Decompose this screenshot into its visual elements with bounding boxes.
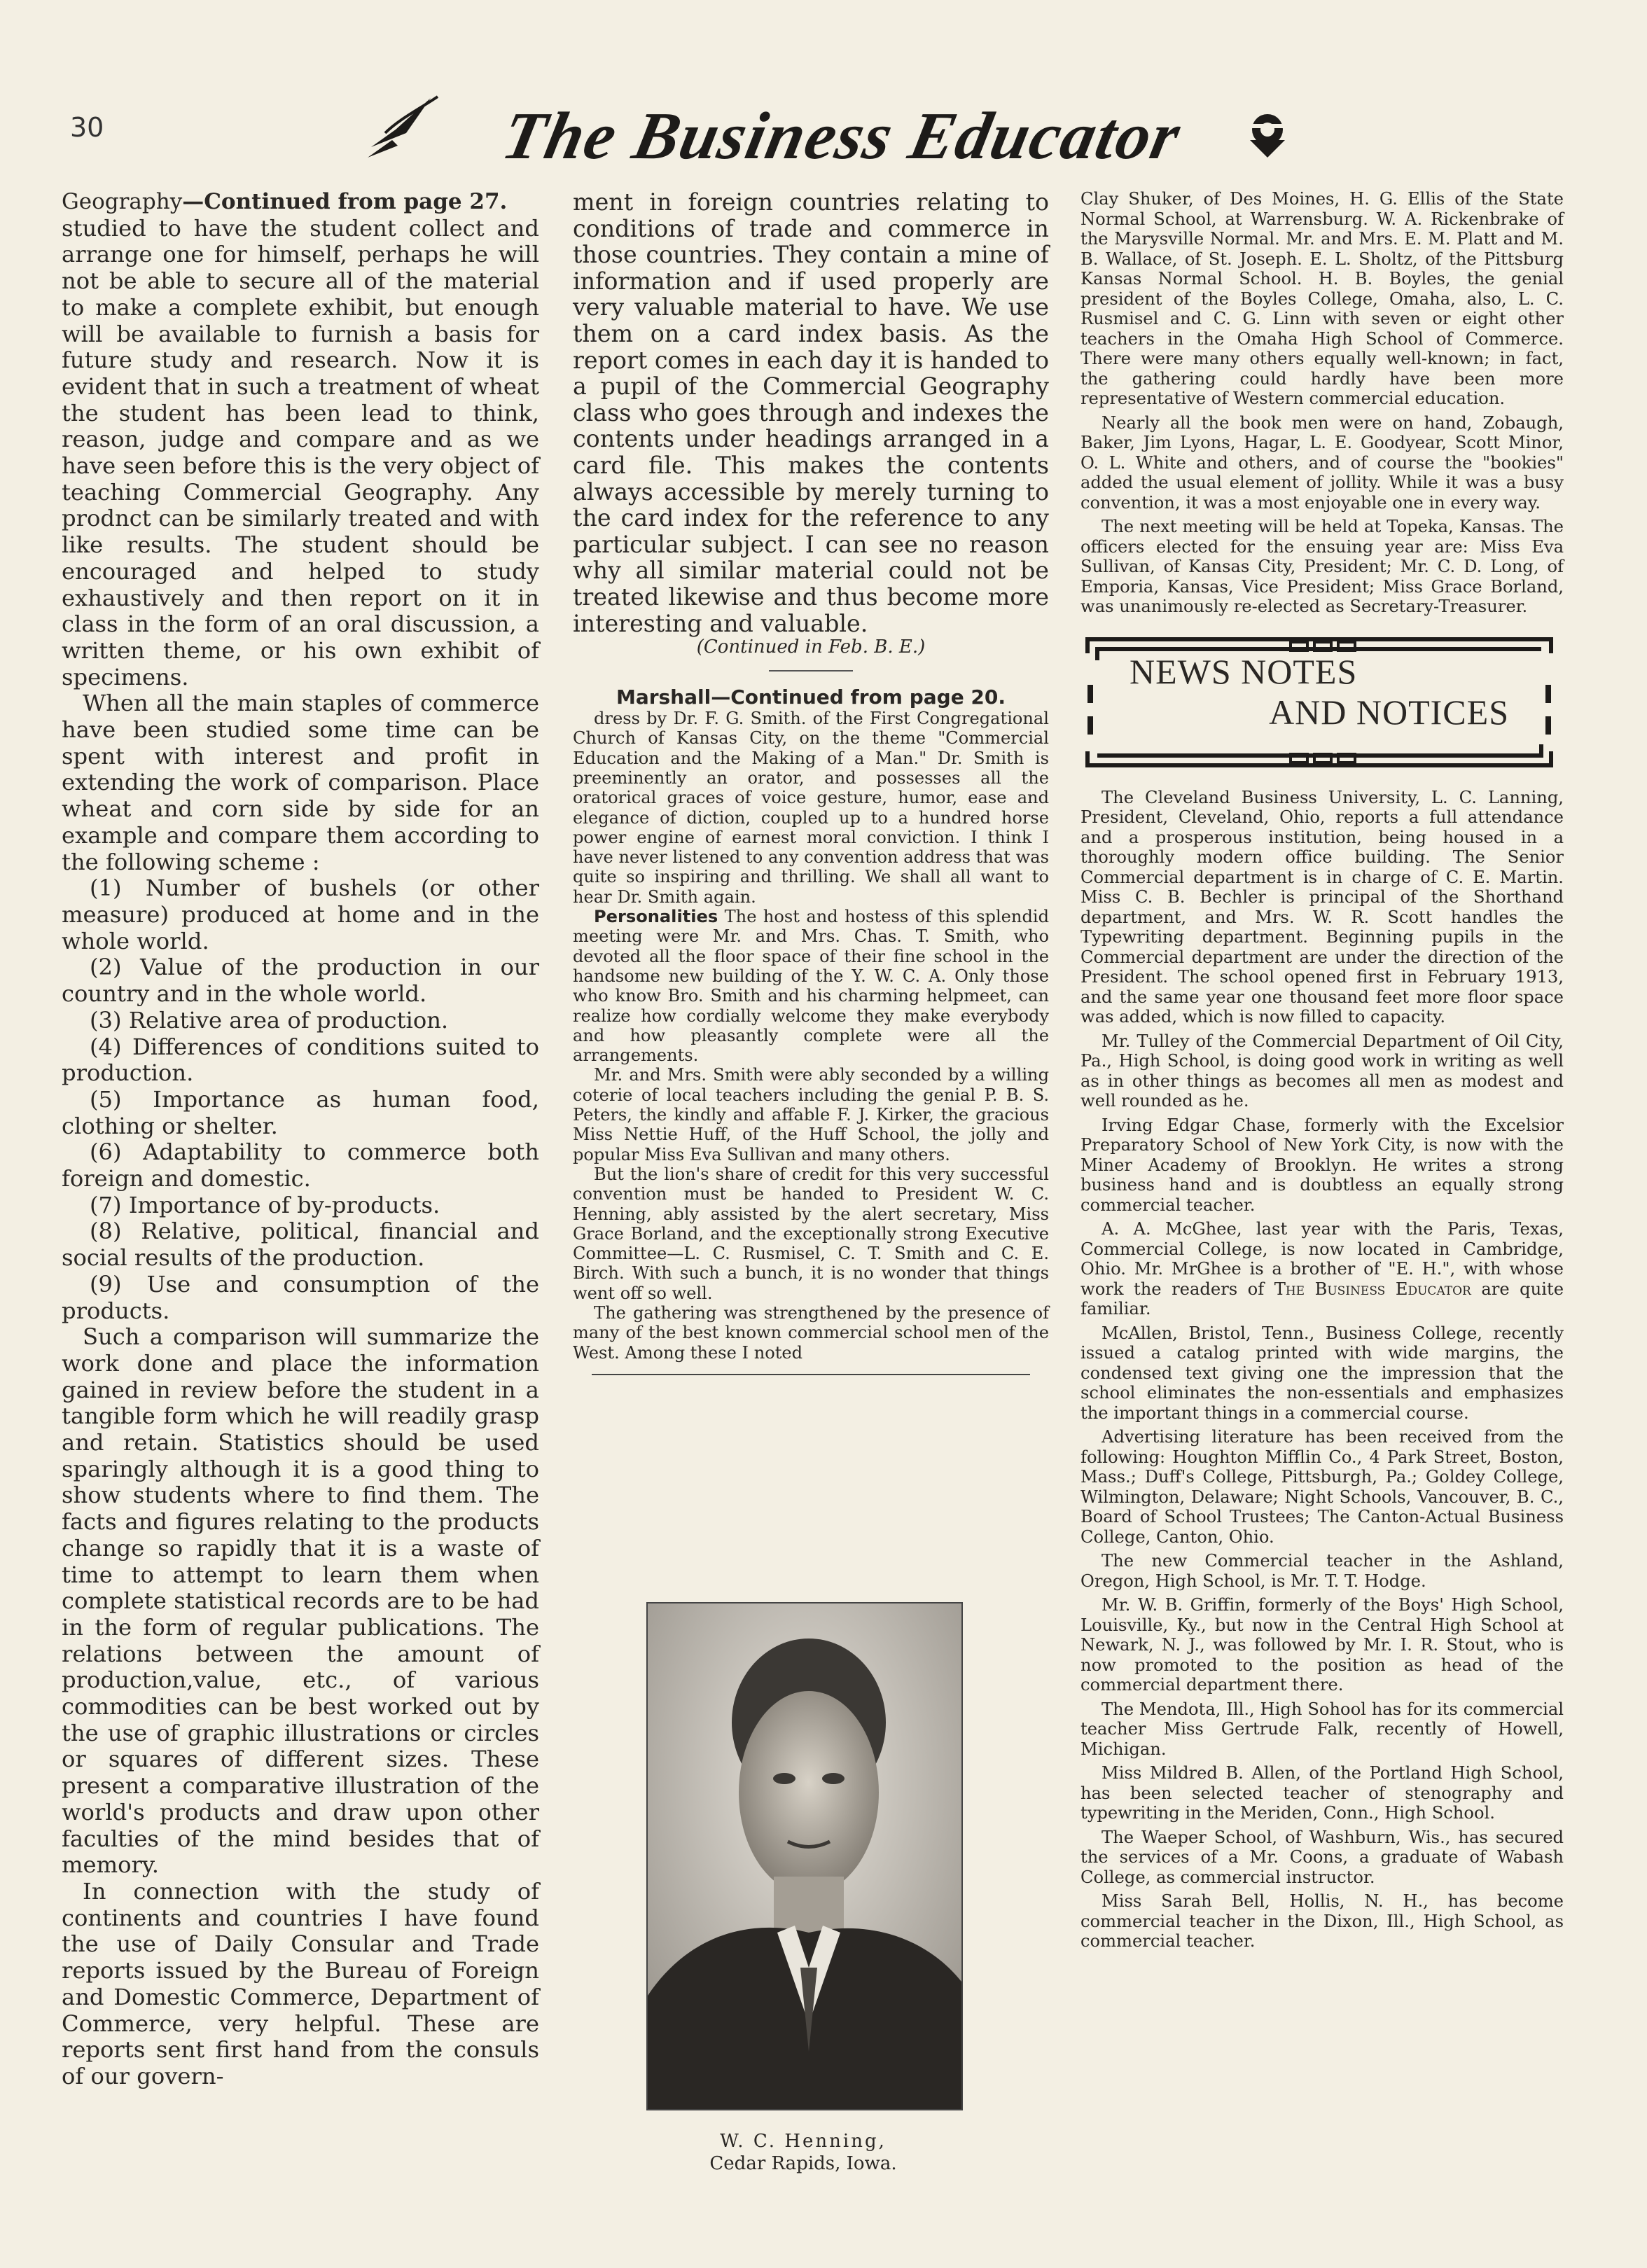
masthead-title: The Business Educator <box>496 98 1188 173</box>
ornament-icon <box>1239 109 1295 161</box>
geography-heading-title: Geography <box>62 189 183 214</box>
news-item: Advertising literature has been received from the following: Houghton Mifflin Co., 4 Park Street, Boston, Mass.; Duff's College, Pittsburgh, Pa.; Goldey College, Wilmington, Delaware; Night Schools, Vancouver, B. C., Board of School Trustees; The Canton-Actual Business College, Canton, Ohio. <box>1080 1427 1564 1547</box>
paragraph: When all the main staples of commerce have been studied some time can be spent with interest and profit in extending the work of comparison. Place wheat and corn side by side for an example and compare them according to the following scheme : <box>62 690 539 875</box>
column-geography <box>62 189 539 2090</box>
list-item: (4) Differences of conditions suited to production. <box>62 1033 539 1087</box>
news-item: Irving Edgar Chase, formerly with the Excelsior Preparatory School of New York City, is now with the Miner Academy of Brooklyn. He writes a strong business hand and is doubtless an equally strong commercial teacher. <box>1080 1115 1564 1215</box>
news-item: Mr. Tulley of the Commercial Department of Oil City, Pa., High School, is doing good work in writing as well as in other things as becomes all men as modest and well rounded as he. <box>1080 1031 1564 1111</box>
caption-name: W. C. Henning, <box>720 2131 887 2152</box>
news-item: The Cleveland Business University, L. C. Lanning, President, Cleveland, Ohio, reports a full attendance and a prosperous institution, being housed in a thoroughly modern office building. The Senior Commercial department is in charge of C. E. Martin. Miss C. B. Bechler is principal of the Shorthand department, and Mrs. W. R. Scott handles the Typewriting department. Beginning pupils in the Commercial department are under the direction of the President. The school opened first in February 1913, and the same year one thousand feet more floor space was added, which is now filled to capacity. <box>1080 787 1564 1027</box>
marshall-heading: Marshall—Continued from page 20. <box>616 686 1006 709</box>
news-item-text: A. A. McGhee, last year with the Paris, Texas, Commercial College, is now located in Cambridge, Ohio. Mr. MrGhee is a brother of "E. H.", with whose work the readers of <box>1080 1219 1564 1299</box>
list-item: (3) Relative area of production. <box>90 1006 449 1034</box>
paragraph: But the lion's share of credit for this very successful convention must be handed to President W. C. Henning, ably assisted by the alert secretary, Miss Grace Borland, and the exceptionally strong Executive Committee—L. C. Rusmisel, C. T. Smith and C. E. Birch. With such a bunch, it is no wonder that things went off so well. <box>573 1164 1049 1303</box>
divider <box>769 670 853 672</box>
list-item: (2) Value of the production in our country and in the whole world. <box>62 954 539 1008</box>
banner-title-line1: NEWS NOTES <box>1130 651 1358 691</box>
paragraph: ment in foreign countries relating to conditions of trade and commerce in those countries. They contain a mine of information and if used properly are very valuable material to have. We use them on a card index basis. As the report comes in each day it is handed to a pupil of the Commercial Geography class who goes through and indexes the contents under headings arranged in a card file. This makes the contents always accessible by merely turning to the card index for the reference to any particular subject. I can see no reason why all similar material could not be treated likewise and thus become more interesting and valuable. <box>573 188 1050 637</box>
continued-note: (Continued in Feb. B. E.) <box>696 636 926 658</box>
marshall-article <box>573 709 1049 1375</box>
paragraph-text: The host and hostess of this splendid meeting were Mr. and Mrs. Chas. T. Smith, who devoted all the floor space of their fine school in the handsome new building of the Y. W. C. A. Only those who know Bro. Smith and his charming helpmeet, can realize how cordially welcome they make everybody and how pleasantly complete were all the arrangements. <box>573 907 1049 1066</box>
caption-place: Cedar Rapids, Iowa. <box>709 2153 897 2174</box>
paragraph: studied to have the student collect and arrange one for himself, perhaps he will not be able to secure all of the material to make a complete exhibit, but enough will be available to furnish a basis for future study and research. Now it is evident that in such a treatment of wheat the student has been lead to think, reason, judge and compare and as we have seen before this is the very object of teaching Commercial Geography. Any prodnct can be similarly treated and with like results. The student should be encouraged and helped to study exhaustively and then report on it in class in the form of an oral discussion, a written theme, or his own exhibit of specimens. <box>62 214 539 690</box>
personalities-runin: Personalities <box>594 907 718 927</box>
list-item: (7) Importance of by-products. <box>90 1191 440 1218</box>
portrait-photo <box>646 1602 963 2110</box>
news-item: McAllen, Bristol, Tenn., Business College, recently issued a catalog printed with wide margins, the condensed text giving one the impression that the school eliminates the non-essentials and emphasizes the important things in a commercial course. <box>1080 1323 1564 1423</box>
quill-icon <box>364 91 441 161</box>
banner-title-line2: AND NOTICES <box>1269 692 1509 732</box>
news-item: Mr. W. B. Griffin, formerly of the Boys' High School, Louisville, Ky., but now in the Central High School at Newark, N. J., was followed by Mr. I. R. Stout, who is now promoted to the position as head of the commercial department there. <box>1080 1595 1564 1695</box>
news-item: The Mendota, Ill., High Sohool has for its commercial teacher Miss Gertrude Falk, recently of Howell, Michigan. <box>1080 1699 1564 1759</box>
news-item: Miss Mildred B. Allen, of the Portland High School, has been selected teacher of stenography and typewriting in the Meriden, Conn., High School. <box>1080 1763 1564 1823</box>
masthead <box>364 84 1302 182</box>
geography-heading-continued: —Continued from page 27. <box>182 189 508 214</box>
paragraph: In connection with the study of continents and countries I have found the use of Daily Consular and Trade reports issued by the Bureau of Foreign and Domestic Commerce, Department of Commerce, very helpful. These are reports sent first hand from the consuls of our govern- <box>62 1878 539 2089</box>
paragraph: The gathering was strengthened by the presence of many of the best known commercial school men of the West. Among these I noted <box>573 1303 1049 1363</box>
column-middle <box>573 189 1049 1375</box>
divider <box>592 1374 1030 1375</box>
magazine-name: The Business Educator <box>1274 1279 1471 1299</box>
page-number: 30 <box>70 112 104 143</box>
list-item: (6) Adaptability to commerce both foreign and domestic. <box>62 1139 539 1192</box>
paragraph: Clay Shuker, of Des Moines, H. G. Ellis of the State Normal School, at Warrensburg. W. A. Rickenbrake of the Marysville Normal. Mr. and Mrs. E. M. Platt and M. B. Wallace, of St. Joseph. E. L. Sholtz, of the Pittsburg Kansas Normal School. H. B. Boyles, the genial president of the Boyles College, Omaha, also, L. C. Rusmisel and C. G. Linn with seven or eight other teachers in the Omaha High School of Commerce. There were many others equally well-known; in fact, the gathering could hardly have been more representative of Western commercial education. <box>1080 189 1564 408</box>
paragraph: Mr. and Mrs. Smith were ably seconded by a willing coterie of local teachers including the genial P. B. S. Peters, the kindly and affable F. J. Kirker, the gracious Miss Nettie Huff, of the Huff School, the jolly and popular Miss Eva Sullivan and many others. <box>573 1065 1049 1164</box>
list-item: (8) Relative, political, financial and social results of the production. <box>62 1218 539 1272</box>
paragraph: Nearly all the book men were on hand, Zobaugh, Baker, Jim Lyons, Hagar, L. E. Goodyear, Scott Minor, O. L. White and others, and of course the "bookies" added the usual element of jollity. While it was a busy convention, it was a most enjoyable one in every way. <box>1080 412 1564 513</box>
paragraph: Such a comparison will summarize the work done and place the information gained in review before the student in a tangible form which he will readily grasp and retain. Statistics should be used sparingly although it is a good thing to show students where to find them. The facts and figures relating to the products change so rapidly that it is a waste of time to attempt to learn them when complete statistical records are to be had in the form of regular publications. The relations between the amount of production,value, etc., of various commodities can be best worked out by the use of graphic illustrations or circles or squares of different sizes. These present a comparative illustration of the world's products and draw upon other faculties of the mind besides that of memory. <box>62 1323 539 1879</box>
news-item: The new Commercial teacher in the Ashland, Oregon, High School, is Mr. T. T. Hodge. <box>1080 1551 1564 1591</box>
list-item: (5) Importance as human food, clothing or shelter. <box>62 1085 539 1139</box>
news-item <box>1080 1219 1564 1319</box>
list-item: (1) Number of bushels (or other measure) produced at home and in the whole world. <box>62 875 539 954</box>
paragraph: The next meeting will be held at Topeka, Kansas. The officers elected for the ensuing year are: Miss Eva Sullivan, of Kansas City, President; Mr. C. D. Long, of Emporia, Kansas, Vice President; Miss Grace Borland, was unanimously re-elected as Secretary-Treasurer. <box>1080 517 1564 616</box>
news-notes-banner <box>1080 632 1558 772</box>
portrait-image <box>648 1603 961 2109</box>
geography-heading <box>62 189 539 216</box>
column-news <box>1080 189 1564 1956</box>
news-item: The Waeper School, of Washburn, Wis., has secured the services of a Mr. Coons, a graduate of Wabash College, as commercial instructor. <box>1080 1827 1564 1887</box>
paragraph <box>573 907 1049 1065</box>
list-item: (9) Use and consumption of the products. <box>62 1270 539 1324</box>
paragraph: dress by Dr. F. G. Smith. of the First Congregational Church of Kansas City, on the theme "Commercial Education and the Making of a Man." Dr. Smith is preeminently an orator, and possesses all the oratorical graces of voice gesture, humor, ease and elegance of diction, coupled up to a hundred horse power engine of earnest moral conviction. I think I have never listened to any convention address that was quite so inspiring and thrilling. We shall all want to hear Dr. Smith again. <box>573 709 1049 907</box>
news-item-text: are quite familiar. <box>1080 1279 1564 1319</box>
portrait-caption <box>646 2130 960 2175</box>
news-item: Miss Sarah Bell, Hollis, N. H., has become commercial teacher in the Dixon, Ill., High School, as commercial teacher. <box>1080 1891 1564 1951</box>
